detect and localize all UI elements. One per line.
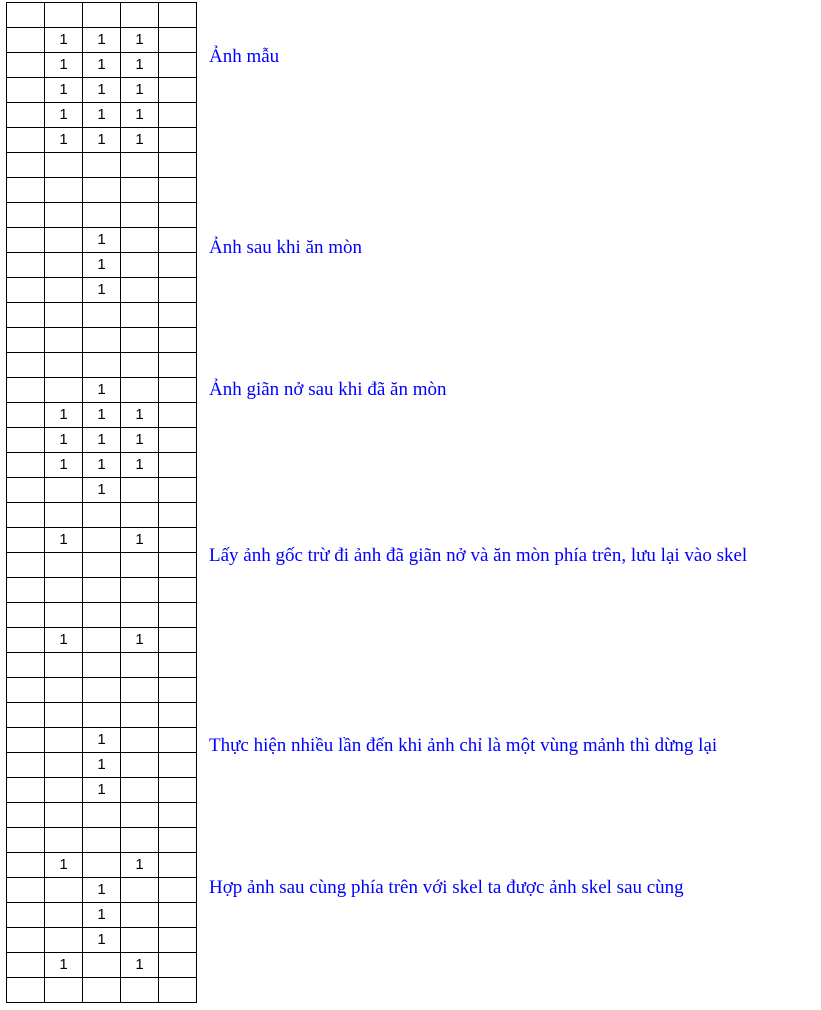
grid-cell — [159, 3, 197, 28]
grid-cell — [159, 603, 197, 628]
grid-cell: 1 — [121, 528, 159, 553]
pixel-grid — [6, 2, 197, 1003]
grid-cell — [45, 928, 83, 953]
grid-cell: 1 — [83, 428, 121, 453]
grid-cell — [83, 853, 121, 878]
grid-cell: 1 — [83, 228, 121, 253]
grid-cell — [159, 228, 197, 253]
grid-cell — [159, 478, 197, 503]
grid-cell — [121, 503, 159, 528]
grid-row — [7, 478, 197, 503]
grid-cell — [83, 178, 121, 203]
grid-cell: 1 — [83, 903, 121, 928]
grid-row — [7, 703, 197, 728]
grid-row — [7, 328, 197, 353]
grid-cell — [7, 803, 45, 828]
grid-cell: 1 — [45, 53, 83, 78]
grid-cell: 1 — [121, 453, 159, 478]
grid-cell — [83, 653, 121, 678]
grid-cell — [7, 828, 45, 853]
grid-row — [7, 728, 197, 753]
grid-cell — [121, 478, 159, 503]
grid-cell — [159, 553, 197, 578]
grid-cell — [159, 378, 197, 403]
grid-cell — [7, 378, 45, 403]
grid-cell — [7, 903, 45, 928]
grid-cell — [7, 628, 45, 653]
grid-cell: 1 — [45, 28, 83, 53]
grid-cell — [159, 503, 197, 528]
grid-cell — [45, 828, 83, 853]
grid-cell — [159, 253, 197, 278]
grid-cell — [83, 528, 121, 553]
grid-row — [7, 228, 197, 253]
grid-cell — [121, 928, 159, 953]
grid-cell — [45, 803, 83, 828]
grid-cell — [121, 778, 159, 803]
grid-cell — [7, 28, 45, 53]
grid-cell — [83, 353, 121, 378]
grid-cell — [83, 503, 121, 528]
caption-sample-image: Ảnh mẫu — [209, 46, 280, 67]
grid-row — [7, 853, 197, 878]
grid-cell — [7, 278, 45, 303]
caption-dilation-after-erosion: Ảnh giãn nở sau khi đã ăn mòn — [209, 379, 447, 400]
grid-cell — [159, 753, 197, 778]
grid-cell: 1 — [121, 103, 159, 128]
grid-cell — [83, 203, 121, 228]
grid-cell — [7, 578, 45, 603]
grid-cell — [121, 603, 159, 628]
grid-cell: 1 — [83, 78, 121, 103]
grid-row — [7, 53, 197, 78]
grid-row — [7, 528, 197, 553]
grid-cell — [121, 303, 159, 328]
grid-row — [7, 453, 197, 478]
grid-cell — [7, 403, 45, 428]
grid-cell — [83, 303, 121, 328]
grid-cell — [7, 703, 45, 728]
grid-cell — [83, 553, 121, 578]
grid-cell — [7, 528, 45, 553]
grid-cell — [159, 578, 197, 603]
grid-cell — [7, 228, 45, 253]
grid-cell — [121, 803, 159, 828]
grid-cell — [7, 428, 45, 453]
grid-cell — [7, 303, 45, 328]
grid-cell: 1 — [45, 528, 83, 553]
grid-cell — [7, 928, 45, 953]
grid-cell — [7, 728, 45, 753]
grid-cell: 1 — [83, 478, 121, 503]
grid-cell: 1 — [83, 928, 121, 953]
grid-cell — [7, 603, 45, 628]
grid-cell: 1 — [83, 778, 121, 803]
grid-cell: 1 — [121, 953, 159, 978]
grid-cell — [159, 453, 197, 478]
grid-cell — [45, 578, 83, 603]
grid-cell — [121, 253, 159, 278]
grid-cell: 1 — [83, 53, 121, 78]
grid-cell — [45, 753, 83, 778]
grid-cell — [45, 703, 83, 728]
grid-row — [7, 553, 197, 578]
grid-cell — [7, 653, 45, 678]
grid-cell — [7, 203, 45, 228]
grid-cell — [7, 978, 45, 1003]
grid-cell — [159, 278, 197, 303]
grid-cell — [7, 328, 45, 353]
grid-cell — [121, 578, 159, 603]
grid-cell — [83, 153, 121, 178]
grid-row — [7, 778, 197, 803]
grid-cell — [159, 978, 197, 1003]
grid-cell — [159, 403, 197, 428]
grid-cell: 1 — [83, 728, 121, 753]
grid-row — [7, 153, 197, 178]
grid-cell — [45, 253, 83, 278]
grid-row — [7, 303, 197, 328]
grid-cell: 1 — [83, 253, 121, 278]
grid-cell — [45, 653, 83, 678]
grid-cell — [45, 678, 83, 703]
grid-row — [7, 3, 197, 28]
grid-row — [7, 78, 197, 103]
grid-row — [7, 253, 197, 278]
grid-cell: 1 — [83, 753, 121, 778]
grid-cell — [7, 153, 45, 178]
grid-row — [7, 753, 197, 778]
grid-row — [7, 603, 197, 628]
grid-cell — [45, 478, 83, 503]
grid-cell — [159, 303, 197, 328]
grid-cell — [121, 353, 159, 378]
grid-row — [7, 178, 197, 203]
grid-cell — [83, 703, 121, 728]
grid-cell — [45, 303, 83, 328]
grid-cell — [159, 953, 197, 978]
grid-row — [7, 978, 197, 1003]
grid-cell — [45, 378, 83, 403]
grid-cell — [159, 903, 197, 928]
grid-cell — [7, 953, 45, 978]
grid-row — [7, 678, 197, 703]
grid-cell: 1 — [121, 28, 159, 53]
grid-cell — [45, 603, 83, 628]
grid-cell — [83, 978, 121, 1003]
grid-cell — [121, 378, 159, 403]
grid-cell — [83, 803, 121, 828]
grid-cell — [7, 503, 45, 528]
grid-cell — [121, 978, 159, 1003]
grid-row — [7, 628, 197, 653]
grid-cell — [45, 978, 83, 1003]
grid-cell — [83, 628, 121, 653]
grid-cell: 1 — [45, 103, 83, 128]
grid-cell — [7, 3, 45, 28]
grid-cell — [159, 203, 197, 228]
grid-cell: 1 — [45, 128, 83, 153]
grid-row — [7, 428, 197, 453]
grid-cell — [7, 178, 45, 203]
grid-cell — [45, 903, 83, 928]
grid-cell: 1 — [121, 53, 159, 78]
grid-cell: 1 — [83, 453, 121, 478]
grid-cell: 1 — [83, 128, 121, 153]
grid-cell: 1 — [83, 378, 121, 403]
grid-cell — [159, 678, 197, 703]
grid-row — [7, 28, 197, 53]
grid-cell: 1 — [45, 628, 83, 653]
grid-cell — [45, 153, 83, 178]
grid-cell — [159, 128, 197, 153]
grid-cell — [83, 3, 121, 28]
grid-cell — [83, 328, 121, 353]
grid-cell — [83, 828, 121, 853]
grid-cell — [159, 928, 197, 953]
grid-cell: 1 — [45, 953, 83, 978]
grid-cell: 1 — [83, 28, 121, 53]
caption-subtract-save-skel: Lấy ảnh gốc trừ đi ảnh đã giãn nở và ăn mòn phía trên, lưu lại vào skel — [209, 545, 748, 566]
grid-cell: 1 — [121, 628, 159, 653]
grid-row — [7, 378, 197, 403]
grid-cell — [159, 828, 197, 853]
grid-cell — [83, 603, 121, 628]
grid-cell — [121, 328, 159, 353]
grid-cell — [159, 353, 197, 378]
grid-row — [7, 878, 197, 903]
caption-after-erosion: Ảnh sau khi ăn mòn — [209, 237, 363, 258]
grid-cell — [121, 3, 159, 28]
grid-cell — [121, 178, 159, 203]
grid-cell — [7, 753, 45, 778]
grid-cell — [83, 953, 121, 978]
grid-cell — [7, 78, 45, 103]
grid-cell — [121, 678, 159, 703]
grid-row — [7, 803, 197, 828]
grid-cell — [121, 878, 159, 903]
grid-cell — [7, 778, 45, 803]
grid-cell: 1 — [83, 103, 121, 128]
grid-cell — [121, 203, 159, 228]
grid-row — [7, 903, 197, 928]
grid-cell — [159, 653, 197, 678]
grid-cell — [45, 203, 83, 228]
grid-cell: 1 — [83, 278, 121, 303]
grid-cell — [7, 128, 45, 153]
grid-cell — [159, 803, 197, 828]
grid-cell — [45, 228, 83, 253]
grid-cell — [45, 328, 83, 353]
grid-cell — [7, 878, 45, 903]
grid-cell — [45, 878, 83, 903]
grid-row — [7, 203, 197, 228]
grid-cell — [159, 103, 197, 128]
grid-cell — [121, 753, 159, 778]
grid-cell — [121, 153, 159, 178]
grid-cell — [83, 578, 121, 603]
grid-cell — [159, 528, 197, 553]
grid-row — [7, 103, 197, 128]
grid-cell — [7, 253, 45, 278]
grid-cell — [45, 3, 83, 28]
grid-cell: 1 — [45, 428, 83, 453]
grid-cell: 1 — [121, 128, 159, 153]
grid-cell: 1 — [121, 403, 159, 428]
grid-cell: 1 — [83, 403, 121, 428]
grid-cell — [7, 53, 45, 78]
grid-row — [7, 503, 197, 528]
grid-cell — [45, 278, 83, 303]
grid-row — [7, 578, 197, 603]
grid-cell — [45, 728, 83, 753]
grid-cell — [121, 903, 159, 928]
grid-cell: 1 — [121, 78, 159, 103]
grid-cell — [159, 153, 197, 178]
caption-union-final-skel: Hợp ảnh sau cùng phía trên với skel ta được ảnh skel sau cùng — [209, 877, 684, 898]
grid-cell — [159, 178, 197, 203]
grid-cell — [159, 28, 197, 53]
grid-cell — [121, 653, 159, 678]
grid-cell — [45, 503, 83, 528]
grid-cell — [45, 553, 83, 578]
grid-cell — [45, 178, 83, 203]
grid-cell — [83, 678, 121, 703]
grid-cell — [45, 353, 83, 378]
grid-row — [7, 353, 197, 378]
grid-cell — [121, 728, 159, 753]
grid-cell — [159, 78, 197, 103]
grid-cell — [7, 103, 45, 128]
grid-row — [7, 653, 197, 678]
grid-row — [7, 928, 197, 953]
grid-row — [7, 953, 197, 978]
grid-cell — [121, 228, 159, 253]
grid-cell — [159, 728, 197, 753]
grid-row — [7, 278, 197, 303]
grid-cell — [121, 278, 159, 303]
grid-cell: 1 — [45, 403, 83, 428]
grid-cell: 1 — [45, 453, 83, 478]
grid-cell: 1 — [121, 853, 159, 878]
grid-cell — [159, 628, 197, 653]
grid-row — [7, 128, 197, 153]
grid-cell — [159, 53, 197, 78]
grid-cell: 1 — [45, 78, 83, 103]
grid-cell — [45, 778, 83, 803]
grid-cell — [159, 428, 197, 453]
grid-cell — [7, 453, 45, 478]
grid-cell — [159, 703, 197, 728]
grid-cell: 1 — [83, 878, 121, 903]
grid-cell — [7, 678, 45, 703]
grid-cell — [121, 553, 159, 578]
grid-cell — [7, 353, 45, 378]
grid-cell — [121, 703, 159, 728]
grid-cell — [159, 778, 197, 803]
grid-cell: 1 — [45, 853, 83, 878]
grid-cell — [121, 828, 159, 853]
grid-cell — [159, 328, 197, 353]
grid-cell — [159, 853, 197, 878]
grid-row — [7, 828, 197, 853]
grid-cell — [7, 853, 45, 878]
caption-repeat-until-thin: Thực hiện nhiều lần đến khi ảnh chỉ là một vùng mảnh thì dừng lại — [209, 735, 718, 756]
grid-row — [7, 403, 197, 428]
grid-cell: 1 — [121, 428, 159, 453]
grid-cell — [7, 478, 45, 503]
grid-cell — [159, 878, 197, 903]
grid-cell — [7, 553, 45, 578]
